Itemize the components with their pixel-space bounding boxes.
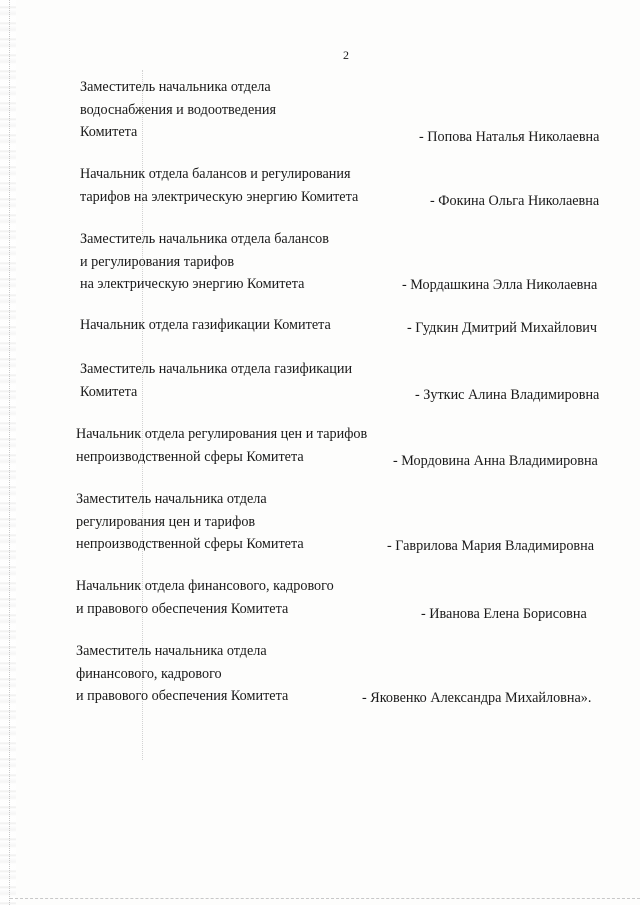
staff-entry bbox=[80, 228, 620, 298]
staff-entry bbox=[76, 423, 620, 471]
position-title-line: Заместитель начальника отдела bbox=[76, 491, 267, 507]
position-title bbox=[76, 640, 288, 708]
position-title-line: тарифов на электрическую энергию Комитета bbox=[80, 188, 359, 205]
position-title-line: непроизводственной сферы Комитета bbox=[76, 448, 304, 465]
position-title bbox=[76, 488, 304, 556]
position-title bbox=[76, 423, 367, 468]
scan-edge bbox=[0, 0, 16, 905]
person-name: - Иванова Елена Борисовна bbox=[421, 606, 587, 622]
position-title-line: Заместитель начальника отдела bbox=[80, 79, 271, 95]
person-name: - Гаврилова Мария Владимировна bbox=[387, 538, 594, 554]
staff-entry bbox=[80, 314, 620, 340]
position-title-line: Заместитель начальника отдела балансов bbox=[80, 231, 329, 247]
scan-bottom-line bbox=[10, 898, 640, 900]
position-title bbox=[80, 228, 329, 296]
staff-entry bbox=[76, 575, 620, 623]
position-title-line: Начальник отдела финансового, кадрового bbox=[76, 578, 334, 594]
staff-entry bbox=[80, 358, 620, 406]
position-title-line: финансового, кадрового bbox=[76, 665, 222, 682]
position-title-line: Заместитель начальника отдела газификации bbox=[80, 361, 353, 377]
position-title-line: Комитета bbox=[80, 124, 138, 140]
person-name: - Попова Наталья Николаевна bbox=[419, 129, 600, 145]
position-title-line: Начальник отдела газификации Комитета bbox=[80, 317, 331, 333]
position-title-line: Заместитель начальника отдела bbox=[76, 643, 267, 659]
staff-entry bbox=[80, 76, 620, 146]
position-title bbox=[80, 314, 331, 337]
person-name: - Мордашкина Элла Николаевна bbox=[402, 277, 598, 293]
person-name: - Гудкин Дмитрий Михайлович bbox=[407, 320, 598, 336]
position-title-line: Начальник отдела балансов и регулирования bbox=[80, 166, 351, 182]
person-name: - Зуткис Алина Владимировна bbox=[415, 387, 600, 403]
person-name: - Яковенко Александра Михайловна». bbox=[362, 690, 592, 706]
person-name: - Мордовина Анна Владимировна bbox=[393, 453, 598, 469]
position-title bbox=[80, 163, 358, 208]
position-title-line: водоснабжения и водоотведения bbox=[80, 101, 276, 118]
person-name: - Фокина Ольга Николаевна bbox=[430, 193, 600, 209]
page-number: 2 bbox=[343, 48, 349, 62]
position-title-line: и правового обеспечения Комитета bbox=[76, 688, 289, 704]
position-title-line: и регулирования тарифов bbox=[80, 253, 235, 270]
position-title bbox=[80, 358, 352, 403]
position-title-line: Начальник отдела регулирования цен и тарифов bbox=[76, 426, 368, 442]
position-title-line: на электрическую энергию Комитета bbox=[80, 276, 305, 292]
staff-entry bbox=[80, 163, 620, 211]
position-title-line: Комитета bbox=[80, 383, 138, 400]
scan-edge-line bbox=[9, 0, 11, 905]
position-title-line: непроизводственной сферы Комитета bbox=[76, 536, 304, 552]
staff-entry bbox=[76, 488, 620, 558]
position-title bbox=[80, 76, 276, 144]
position-title-line: и правового обеспечения Комитета bbox=[76, 600, 289, 617]
position-title bbox=[76, 575, 334, 620]
position-title-line: регулирования цен и тарифов bbox=[76, 513, 256, 530]
staff-entry bbox=[76, 640, 620, 710]
